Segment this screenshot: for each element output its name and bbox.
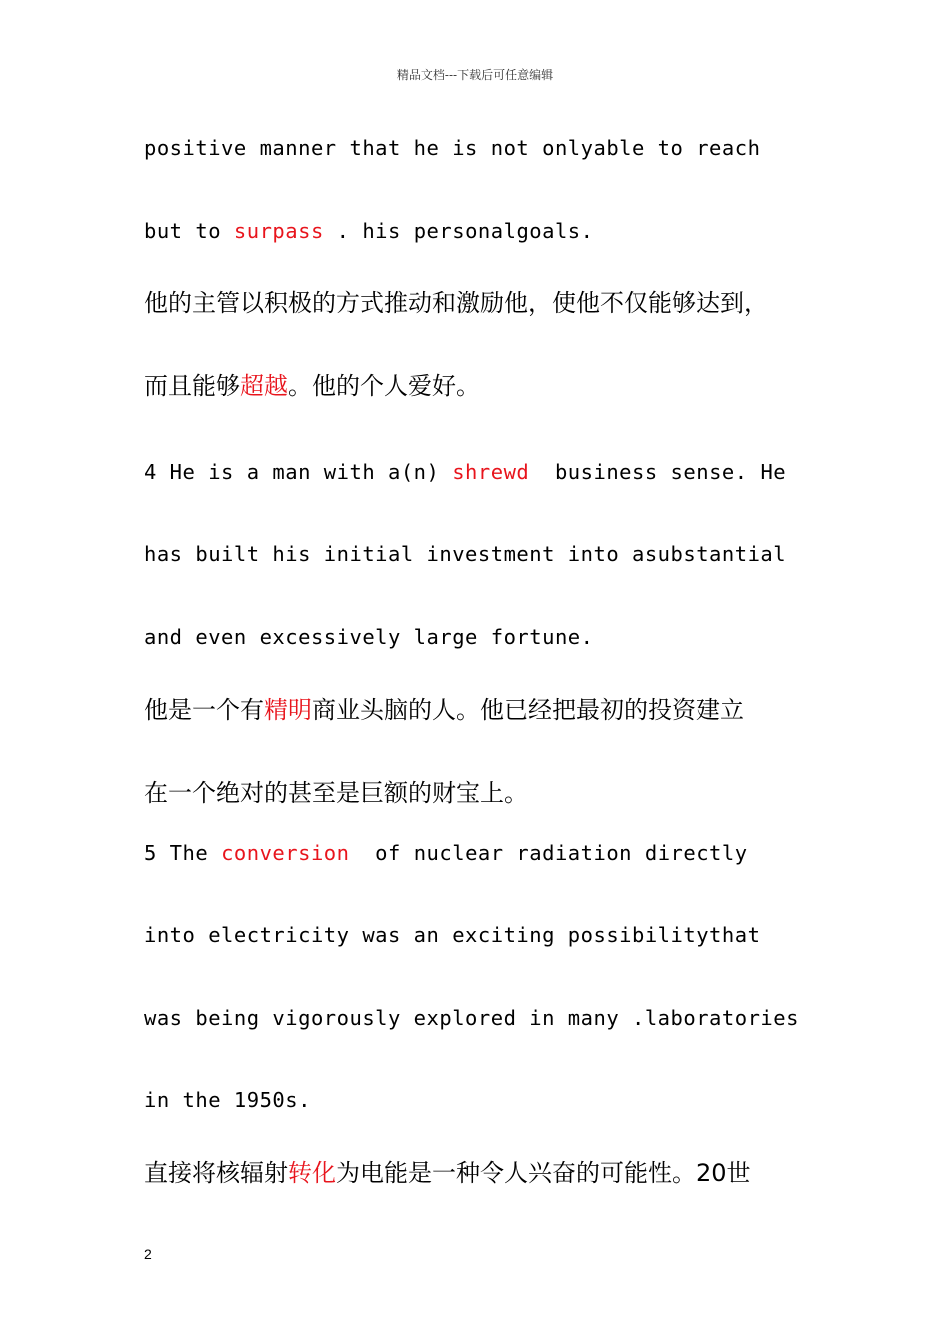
highlighted-term: 转化 <box>288 1159 336 1187</box>
text-line <box>144 219 594 243</box>
highlighted-term: 超越 <box>240 372 288 400</box>
text-line: in the 1950s. <box>144 1088 311 1112</box>
text-segment: 商业头脑的人。他已经把最初的投资建立 <box>312 696 744 724</box>
text-line <box>144 460 786 484</box>
text-segment: . his personalgoals. <box>323 219 594 243</box>
highlighted-term: 精明 <box>264 696 312 724</box>
text-segment: 为电能是一种令人兴奋的可能性。20世 <box>336 1159 751 1187</box>
text-segment: 而且能够 <box>144 372 240 400</box>
text-segment: 他是一个有 <box>144 696 264 724</box>
highlighted-term: shrewd <box>452 460 530 484</box>
text-segment: but to <box>144 219 234 243</box>
text-line: was being vigorously explored in many .laboratories <box>144 1006 799 1030</box>
translation-line: 在一个绝对的甚至是巨额的财宝上。 <box>144 779 528 807</box>
highlighted-term: surpass <box>233 219 324 243</box>
text-segment: 4 He is a man with a(n) <box>144 460 453 484</box>
page-number: 2 <box>144 1246 152 1262</box>
highlighted-term: conversion <box>221 841 350 865</box>
page-header: 精品文档---下载后可任意编辑 <box>396 68 554 82</box>
text-line: into electricity was an exciting possibilitythat <box>144 923 761 947</box>
text-line: and even excessively large fortune. <box>144 625 594 649</box>
text-line: positive manner that he is not onlyable to reach <box>144 136 761 160</box>
translation-line <box>144 366 480 401</box>
translation-line <box>144 1153 751 1188</box>
text-segment: of nuclear radiation directly <box>349 841 748 865</box>
translation-line: 他的主管以积极的方式推动和激励他，使他不仅能够达到， <box>144 289 768 317</box>
translation-line <box>144 690 744 725</box>
text-segment: 5 The <box>144 841 222 865</box>
text-line <box>144 841 748 865</box>
text-segment: 。他的个人爱好。 <box>288 372 480 400</box>
text-segment: business sense. He <box>529 460 787 484</box>
text-segment: 直接将核辐射 <box>144 1159 288 1187</box>
text-line: has built his initial investment into asubstantial <box>144 542 787 566</box>
